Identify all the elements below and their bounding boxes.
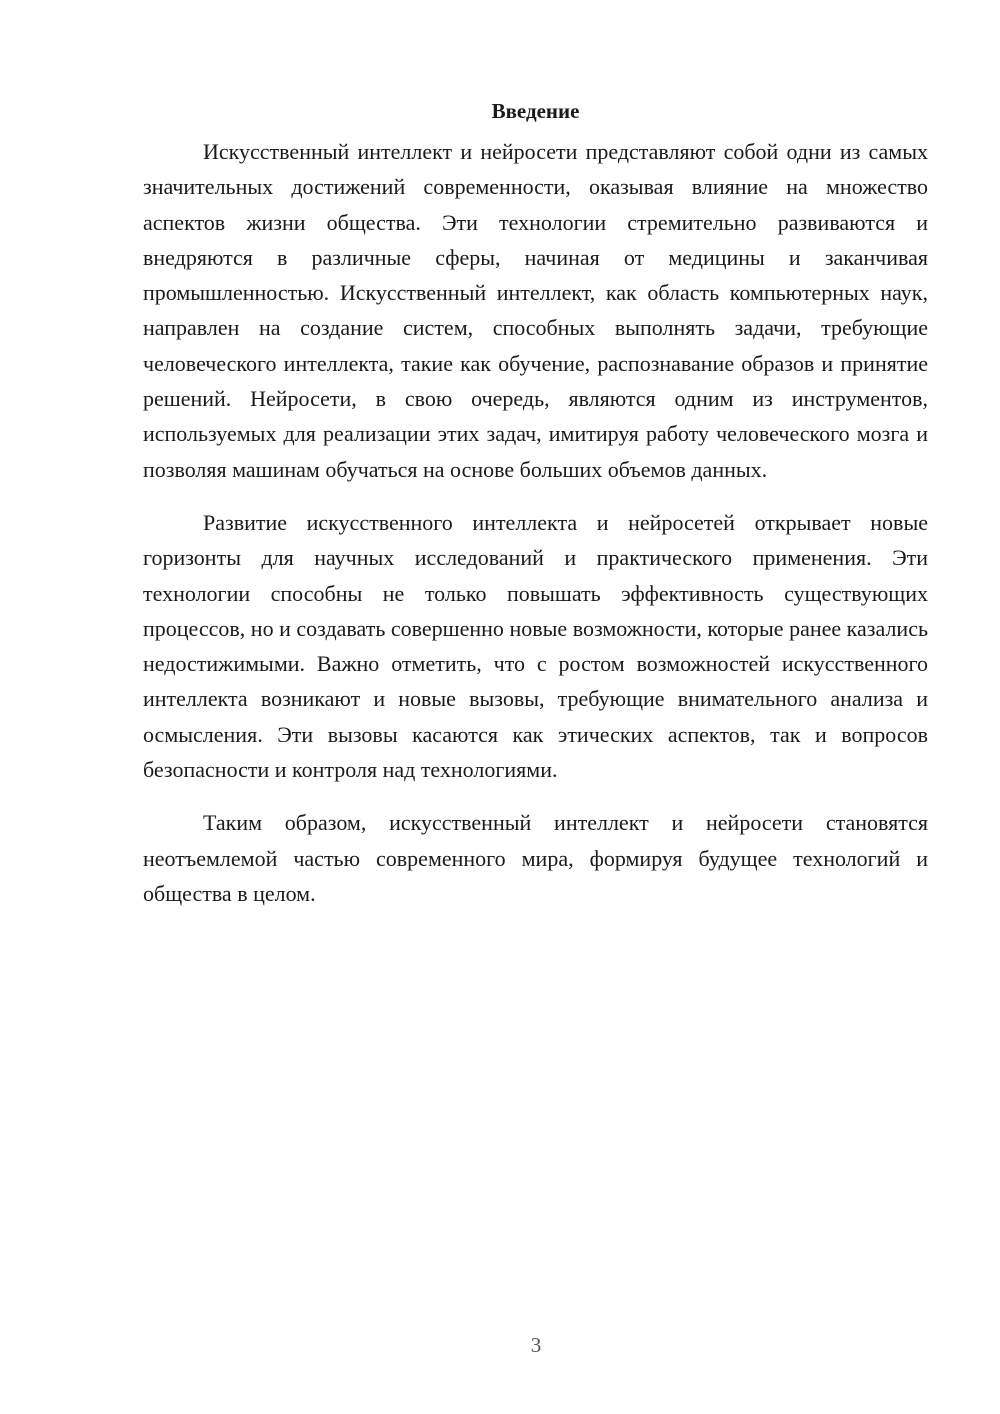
paragraph-2: Развитие искусственного интеллекта и нейросетей открывает новые горизонты для научных исследований и практического применения. Эти технологии способны не только повышать эффективность существующих процессов, но и создавать совершенно новые возможности, которые ранее казались недостижимыми. Важно отметить, что с ростом возможностей искусственного интеллекта возникают и новые вызовы, требующие внимательного анализа и осмысления. Эти вызовы касаются как этических аспектов, так и вопросов безопасности и контроля над технологиями. (143, 509, 928, 783)
page-number: 3 (530, 1333, 542, 1357)
paragraph-3: Таким образом, искусственный интеллект и нейросети становятся неотъемлемой частью современного мира, формируя будущее технологий и общества в целом. (143, 810, 928, 906)
paragraph-1: Искусственный интеллект и нейросети представляют собой одни из самых значительных достижений современности, оказывая влияние на множество аспектов жизни общества. Эти технологии стремительно развиваются и внедряются в различные сферы, начиная от медицины и заканчивая промышленностью. Искусственный интеллект, как область компьютерных наук, направлен на создание систем, способных выполнять задачи, требующие человеческого интеллекта, такие как обучение, распознавание образов и принятие решений. Нейросети, в свою очередь, являются одним из инструментов, используемых для реализации этих задач, имитируя работу человеческого мозга и позволяя машинам обучаться на основе больших объемов данных. (143, 139, 928, 482)
section-heading: Введение (491, 99, 580, 123)
document-body (143, 96, 928, 929)
